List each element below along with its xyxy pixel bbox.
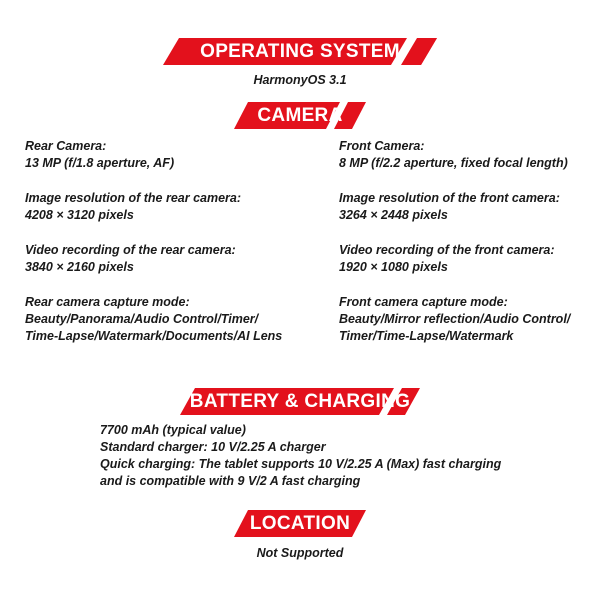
location-value: Not Supported — [256, 546, 344, 560]
rear-mode-line1: Beauty/Panorama/Audio Control/Timer/ — [25, 312, 259, 326]
rear-mode-spec — [25, 294, 282, 345]
rear-mode-label: Rear camera capture mode: — [25, 295, 190, 309]
battery-capacity: 7700 mAh (typical value) — [100, 423, 246, 437]
front-video-label: Video recording of the front camera: — [339, 243, 555, 257]
rear-resolution-spec — [25, 190, 241, 224]
rear-camera-value: 13 MP (f/1.8 aperture, AF) — [25, 156, 175, 170]
front-mode-line2: Timer/Time-Lapse/Watermark — [339, 329, 514, 343]
os-value: HarmonyOS 3.1 — [253, 73, 347, 87]
rear-resolution-label: Image resolution of the rear camera: — [25, 191, 242, 205]
rear-mode-line2: Time-Lapse/Watermark/Documents/AI Lens — [25, 329, 283, 343]
location-section-banner — [234, 510, 366, 537]
camera-section-banner — [234, 102, 366, 129]
front-resolution-value: 3264 × 2448 pixels — [339, 208, 448, 222]
rear-resolution-value: 4208 × 3120 pixels — [25, 208, 134, 222]
front-mode-spec — [339, 294, 570, 345]
front-mode-line1: Beauty/Mirror reflection/Audio Control/ — [339, 312, 571, 326]
os-section-title: OPERATING SYSTEM — [200, 41, 400, 62]
battery-section-title: BATTERY & CHARGING — [189, 391, 411, 412]
battery-compatibility: and is compatible with 9 V/2 A fast charging — [100, 474, 361, 488]
rear-video-value: 3840 × 2160 pixels — [25, 260, 134, 274]
front-camera-value: 8 MP (f/2.2 aperture, fixed focal length) — [339, 156, 568, 170]
front-video-spec — [339, 242, 555, 276]
front-mode-label: Front camera capture mode: — [339, 295, 508, 309]
battery-standard-charger: Standard charger: 10 V/2.25 A charger — [100, 440, 326, 454]
rear-video-label: Video recording of the rear camera: — [25, 243, 236, 257]
battery-quick-charging: Quick charging: The tablet supports 10 V/2.25 A (Max) fast charging — [100, 457, 502, 471]
camera-section-title: CAMERA — [257, 105, 343, 126]
front-resolution-label: Image resolution of the front camera: — [339, 191, 560, 205]
front-resolution-spec — [339, 190, 560, 224]
front-video-value: 1920 × 1080 pixels — [339, 260, 448, 274]
battery-spec — [100, 422, 501, 490]
front-camera-spec — [339, 138, 568, 172]
battery-section-banner — [180, 388, 420, 415]
os-section-banner — [163, 38, 437, 65]
rear-camera-spec — [25, 138, 174, 172]
front-camera-label: Front Camera: — [339, 139, 425, 153]
rear-camera-label: Rear Camera: — [25, 139, 107, 153]
location-section-title: LOCATION — [249, 513, 351, 534]
rear-video-spec — [25, 242, 236, 276]
